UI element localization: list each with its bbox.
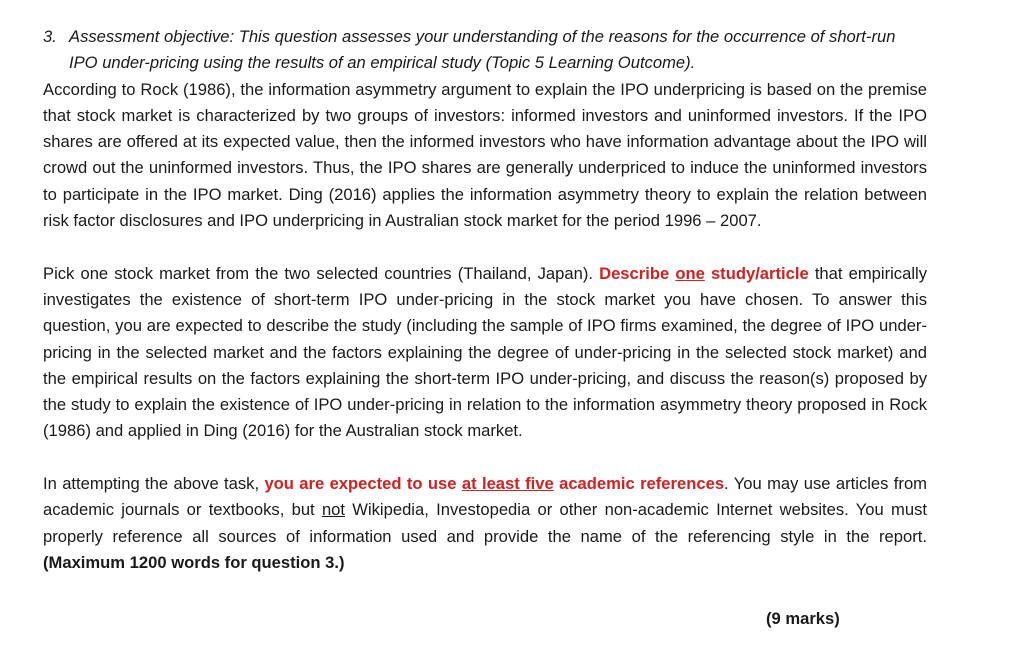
references-paragraph: In attempting the above task, you are expected to use at least five academic references. You may use articles from academic journals or textbooks, but not Wikipedia, Investopedia or other non-academic Internet websites. You must properly reference all sources of information used and provide the name of the referencing style in the report. (Maximum 1200 words for question 3.) [43,474,927,572]
assignment-question [43,24,927,576]
marks-label: (9 marks) [766,609,840,628]
references-intro: In attempting the above task, [43,474,265,494]
task-body: that empirically investigates the existence of short-term IPO under-pricing in the stock market you have chosen. To answer this question, you are expected to describe the study (including the sample of IPO firms examined, the degree of IPO under-pricing in the selected market and the factors explaining the degree of under-pricing in the selected stock market) and the empirical results on the factors explaining the short-term IPO under-pricing, and discuss the reason(s) proposed by the study to explain the existence of IPO under-pricing in relation to the information asymmetry theory proposed in Rock (1986) and applied in Ding (2016) for the Australian stock market. [43,263,927,441]
describe-highlight: Describe one study/article [599,263,809,283]
question-number: 3. [43,27,57,46]
rock-ding-paragraph: According to Rock (1986), the information asymmetry argument to explain the IPO underpricing is based on the premise that stock market is characterized by two groups of investors: informed investors and uninformed investors. If the IPO shares are offered at its expected value, then the informed investors who have information advantage about the IPO will crowd out the uninformed investors. Thus, the IPO shares are generally underpriced to induce the uninformed investors to participate in the IPO market. Ding (2016) applies the information asymmetry theory to explain the relation between risk factor disclosures and IPO underpricing in Australian stock market for the period 1996 – 2007. [43,79,927,231]
paragraph-spacer [43,445,927,471]
at-least-five-underlined: at least five [461,474,554,494]
question-heading [43,24,927,77]
one-underlined: one [675,263,705,283]
references-highlight: you are expected to use at least five academic references [264,474,725,494]
assessment-objective: Assessment objective: This question assesses your understanding of the reasons for the occurrence of short-run IPO under-pricing using the results of an empirical study (Topic 5 Learning Outcome). [69,27,896,73]
task-paragraph [43,261,927,445]
paragraph-spacer [43,234,927,260]
max-words-note: (Maximum 1200 words for question 3.) [43,552,345,572]
task-intro: Pick one stock market from the two selected countries (Thailand, Japan). [43,263,600,283]
not-underlined: not [321,500,346,520]
